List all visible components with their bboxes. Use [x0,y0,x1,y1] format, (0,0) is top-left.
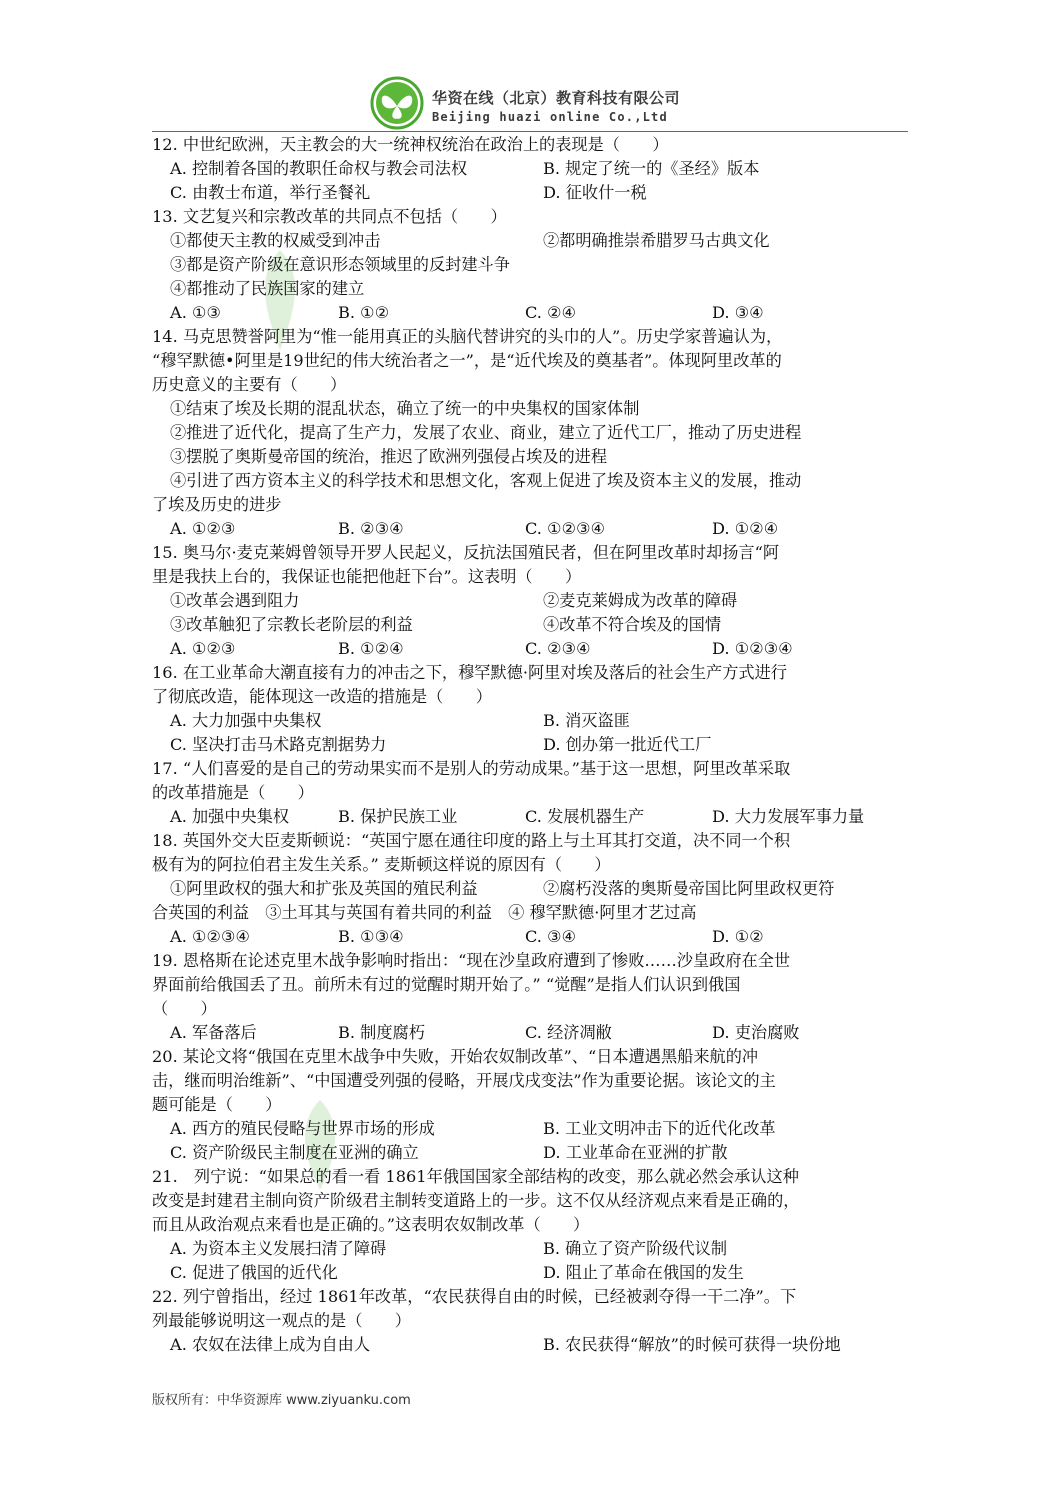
question-line [152,805,912,829]
question-line [152,1045,912,1069]
answer-option: D. ①②③④ [712,639,793,658]
answer-option: C. ③④ [525,927,577,946]
answer-option: B. 保护民族工业 [338,807,458,826]
question-text: 改变是封建君主制向资产阶级君主制转变道路上的一步。这不仅从经济观点来看是正确的， [152,1191,800,1210]
question-line [152,1141,912,1165]
answer-option: D. 征收什一税 [543,183,647,202]
question-text: 12. 中世纪欧洲，天主教会的大一统神权统治在政治上的表现是（ ） [152,135,669,154]
question-line [152,973,912,997]
answer-option: B. 消灭盗匪 [543,711,630,730]
answer-option: D. 大力发展军事力量 [712,807,865,826]
question-text: 15. 奥马尔·麦克莱姆曾领导开罗人民起义，反抗法国殖民者，但在阿里改革时却扬言“阿 [152,543,780,562]
question-line [152,373,912,397]
question-line [152,253,912,277]
question-line [152,1069,912,1093]
answer-option: A. 加强中央集权 [170,807,290,826]
question-text: ③摆脱了奥斯曼帝国的统治，推迟了欧洲列强侵占埃及的进程 [170,447,608,466]
header-divider [152,131,908,132]
question-line [152,613,912,637]
answer-option: ②麦克莱姆成为改革的障碍 [543,591,738,610]
answer-option: B. 农民获得“解放”的时候可获得一块份地 [543,1335,841,1354]
question-line [152,853,912,877]
question-line [152,469,912,493]
answer-option: ④改革不符合埃及的国情 [543,615,722,634]
answer-option: B. 制度腐朽 [338,1023,425,1042]
question-line [152,997,912,1021]
question-line [152,709,912,733]
question-text: ④引进了西方资本主义的科学技术和思想文化，客观上促进了埃及资本主义的发展，推动 [170,471,802,490]
answer-option: A. ①③ [170,303,222,322]
question-line [152,1093,912,1117]
question-text: 界面前给俄国丢了丑。前所未有过的觉醒时期开始了。” “觉醒”是指人们认识到俄国 [152,975,741,994]
company-name-en: Beijing huazi online Co.,Ltd [432,110,668,124]
question-line [152,349,912,373]
answer-option: C. 由教士布道，举行圣餐礼 [170,183,371,202]
answer-option: A. 控制着各国的教职任命权与教会司法权 [170,159,468,178]
question-line [152,301,912,325]
answer-option: D. ①② [712,927,764,946]
answer-option: A. ①②③ [170,519,236,538]
question-line [152,493,912,517]
question-line [152,637,912,661]
answer-option: D. ①②④ [712,519,779,538]
question-text: ②推进了近代化，提高了生产力，发展了农业、商业，建立了近代工厂，推动了历史进程 [170,423,802,442]
answer-option: B. 确立了资产阶级代议制 [543,1239,728,1258]
answer-option: D. 创办第一批近代工厂 [543,735,712,754]
question-line [152,445,912,469]
copyright-footer: 版权所有：中华资源库 www.ziyuanku.com [152,1393,411,1408]
question-text: 了埃及历史的进步 [152,495,282,514]
question-text: 击，继而明治维新”、“中国遭受列强的侵略，开展戊戌变法”作为重要论据。该论文的主 [152,1071,776,1090]
question-line [152,877,912,901]
answer-option: D. 工业革命在亚洲的扩散 [543,1143,728,1162]
question-text: 16. 在工业革命大潮直接有力的冲击之下，穆罕默德·阿里对埃及落后的社会生产方式进行 [152,663,787,682]
question-text: ③都是资产阶级在意识形态领域里的反封建斗争 [170,255,510,274]
company-name-cn: 华资在线（北京）教育科技有限公司 [432,89,681,107]
question-text: 20. 某论文将“俄国在克里木战争中失败，开始农奴制改革”、“日本遭遇黑船来航的冲 [152,1047,759,1066]
question-line [152,541,912,565]
question-text: 里是我扶上台的，我保证也能把他赶下台”。这表明（ ） [152,567,582,586]
answer-option: A. ①②③ [170,639,236,658]
question-line [152,277,912,301]
answer-option: ②都明确推崇希腊罗马古典文化 [543,231,770,250]
answer-option: D. ③④ [712,303,764,322]
question-line [152,901,912,925]
question-text: 的改革措施是（ ） [152,783,314,802]
question-line [152,325,912,349]
question-line [152,205,912,229]
question-line [152,733,912,757]
answer-option: D. 阻止了革命在俄国的发生 [543,1263,744,1282]
question-line [152,781,912,805]
answer-option: ①改革会遇到阻力 [170,591,300,610]
question-text: 13. 文艺复兴和宗教改革的共同点不包括（ ） [152,207,507,226]
answer-option: B. ①③④ [338,927,404,946]
answer-option: B. 规定了统一的《圣经》版本 [543,159,760,178]
question-text: （ ） [152,999,217,1018]
question-text: 14. 马克思赞誉阿里为“惟一能用真正的头脑代替讲究的头巾的人”。历史学家普遍认为， [152,327,783,346]
question-text: 了彻底改造，能体现这一改造的措施是（ ） [152,687,492,706]
answer-option: C. ②④ [525,303,577,322]
question-line [152,1213,912,1237]
answer-option: C. ①②③④ [525,519,606,538]
logo-icon [370,76,424,130]
question-line [152,925,912,949]
question-text: 极有为的阿拉伯君主发生关系。” 麦斯顿这样说的原因有（ ） [152,855,611,874]
question-line [152,1333,912,1357]
question-line [152,1309,912,1333]
answer-option: C. ②③④ [525,639,591,658]
question-line [152,1117,912,1141]
question-text: 历史意义的主要有（ ） [152,375,347,394]
answer-option: A. 农奴在法律上成为自由人 [170,1335,371,1354]
question-line [152,829,912,853]
question-line [152,133,912,157]
question-line [152,421,912,445]
question-text: 列最能够说明这一观点的是（ ） [152,1311,411,1330]
question-text: 题可能是（ ） [152,1095,282,1114]
question-line [152,229,912,253]
answer-option: A. 军备落后 [170,1023,257,1042]
answer-option: C. 坚决打击马术路克割据势力 [170,735,387,754]
answer-option: A. 西方的殖民侵略与世界市场的形成 [170,1119,435,1138]
question-text: 而且从政治观点来看也是正确的。”这表明农奴制改革（ ） [152,1215,590,1234]
page-header [0,0,1058,132]
question-line [152,565,912,589]
answer-option: C. 促进了俄国的近代化 [170,1263,338,1282]
question-line [152,1165,912,1189]
question-line [152,397,912,421]
question-line [152,661,912,685]
answer-option: A. 大力加强中央集权 [170,711,322,730]
question-line [152,757,912,781]
answer-option: ①都使天主教的权威受到冲击 [170,231,381,250]
question-text: 18. 英国外交大臣麦斯顿说：“英国宁愿在通往印度的路上与土耳其打交道，决不同一个积 [152,831,791,850]
answer-option: B. ①②④ [338,639,404,658]
answer-option: C. 资产阶级民主制度在亚洲的确立 [170,1143,419,1162]
question-text: ④都推动了民族国家的建立 [170,279,365,298]
answer-option: ①阿里政权的强大和扩张及英国的殖民利益 [170,879,478,898]
question-line [152,1021,912,1045]
answer-option: ②腐朽没落的奥斯曼帝国比阿里政权更符 [543,879,835,898]
answer-option: C. 经济凋敝 [525,1023,612,1042]
question-text: 合英国的利益 ③土耳其与英国有着共同的利益 ④ 穆罕默德·阿里才艺过高 [152,903,697,922]
question-line [152,949,912,973]
answer-option: B. ①② [338,303,390,322]
question-text: ①结束了埃及长期的混乱状态，确立了统一的中央集权的国家体制 [170,399,640,418]
answer-option: B. ②③④ [338,519,404,538]
question-line [152,1189,912,1213]
answer-option: B. 工业文明冲击下的近代化改革 [543,1119,776,1138]
question-list [152,133,912,1357]
question-line [152,181,912,205]
question-line [152,589,912,613]
question-text: 17. “人们喜爱的是自己的劳动果实而不是别人的劳动成果。”基于这一思想，阿里改革采取 [152,759,791,778]
question-line [152,517,912,541]
question-line [152,1261,912,1285]
question-text: 19. 恩格斯在论述克里木战争影响时指出：“现在沙皇政府遭到了惨败……沙皇政府在全世 [152,951,791,970]
answer-option: C. 发展机器生产 [525,807,645,826]
question-line [152,1237,912,1261]
question-text: 22. 列宁曾指出，经过 1861年改革，“农民获得自由的时候，已经被剥夺得一干二净”。下 [152,1287,797,1306]
question-line [152,157,912,181]
question-text: “穆罕默德•阿里是19世纪的伟大统治者之一”，是“近代埃及的奠基者”。体现阿里改革的 [152,351,782,370]
question-line [152,1285,912,1309]
answer-option: A. ①②③④ [170,927,251,946]
question-text: 21. 列宁说：“如果总的看一看 1861年俄国国家全部结构的改变，那么就必然会承认这种 [152,1167,799,1186]
answer-option: A. 为资本主义发展扫清了障碍 [170,1239,387,1258]
question-line [152,685,912,709]
answer-option: D. 吏治腐败 [712,1023,800,1042]
answer-option: ③改革触犯了宗教长老阶层的利益 [170,615,413,634]
